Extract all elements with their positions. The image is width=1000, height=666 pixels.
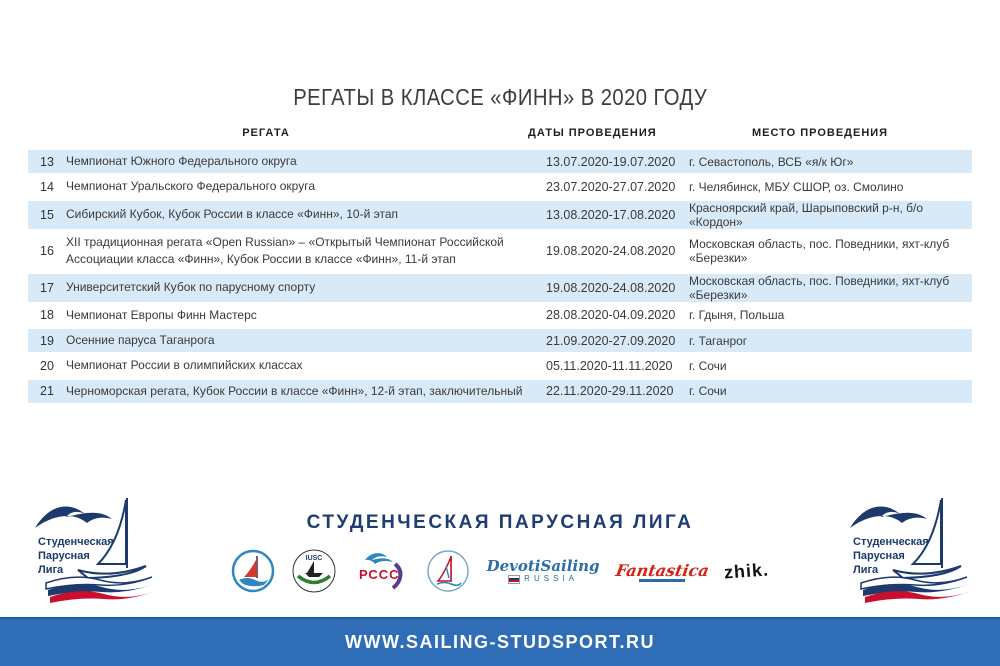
table-row [28, 201, 972, 229]
regatta-dates: 05.11.2020-11.11.2020 [546, 359, 673, 374]
devoti-sailing-label: DevotiSailing [486, 556, 600, 575]
row-number: 19 [40, 333, 54, 348]
logo-text-line3: Лига [853, 564, 879, 576]
regatta-name: Осенние паруса Таганрога [66, 332, 215, 347]
regatta-dates: 19.08.2020-24.08.2020 [546, 280, 676, 295]
regatta-dates: 21.09.2020-27.09.2020 [546, 333, 676, 348]
regatta-name: Черноморская регата, Кубок России в классе «Финн», 12-й этап, заключительный [66, 383, 523, 398]
logo-text-line3: Лига [38, 564, 64, 576]
gull-icon [365, 553, 393, 564]
league-title: СТУДЕНЧЕСКАЯ ПАРУСНАЯ ЛИГА [306, 512, 694, 533]
row-number: 18 [40, 308, 54, 323]
table-row [28, 329, 972, 352]
regatta-location: г. Таганрог [689, 333, 748, 348]
rsss-label: РССС [358, 567, 400, 582]
row-number: 16 [40, 244, 54, 259]
fantastica-logo [613, 560, 711, 582]
regatta-name: Чемпионат Европы Финн Мастерс [66, 307, 257, 322]
regatta-name: XII традиционная регата «Open Russian» – «Открытый Чемпионат Российской Ассоциации класса «Финн», Кубок России в классе «Финн», 11-й этап [66, 234, 504, 267]
logo-text-line2: Парусная [38, 550, 90, 562]
page-title [0, 84, 1000, 111]
iusc-badge-icon [291, 548, 337, 594]
table-row [28, 231, 972, 272]
row-number: 21 [40, 384, 54, 399]
russian-finn-badge-icon [425, 548, 471, 594]
table-row [28, 354, 972, 377]
column-header-location: МЕСТО ПРОВЕДЕНИЯ [752, 127, 889, 139]
table-body [28, 150, 972, 403]
table-row [28, 274, 972, 302]
fantastica-label: Fantastica [613, 560, 711, 580]
regatta-location: г. Сочи [689, 359, 727, 374]
regatta-location: г. Гдыня, Польша [689, 308, 785, 323]
regatta-location: г. Севастополь, ВСБ «я/к Юг» [689, 154, 854, 169]
regatta-location: г. Челябинск, МБУ СШОР, оз. Смолино [689, 180, 904, 195]
regatta-dates: 19.08.2020-24.08.2020 [546, 244, 676, 259]
table-header-row [28, 127, 972, 148]
regatta-name: Чемпионат Уральского Федерального округа [66, 179, 316, 194]
regatta-location: Московская область, пос. Поведники, яхт-клуб «Березки» [689, 237, 950, 266]
devoti-russia-label: RUSSIA [524, 574, 578, 584]
regatta-name: Университетский Кубок по парусному спорту [66, 279, 316, 294]
sponsor-logos-row [0, 546, 1000, 596]
zhik-logo: zhik. [723, 558, 770, 583]
russia-flag-icon [508, 575, 520, 584]
devoti-sailing-logo [487, 558, 600, 585]
logo-text-line2: Парусная [853, 550, 905, 562]
column-header-dates: ДАТЫ ПРОВЕДЕНИЯ [528, 127, 657, 139]
footer-url: WWW.SAILING-STUDSPORT.RU [345, 632, 655, 652]
table-row [28, 150, 972, 173]
row-number: 14 [40, 180, 54, 195]
table-row [28, 175, 972, 198]
footer-bar [0, 617, 1000, 666]
page-title-text: РЕГАТЫ В КЛАССЕ «ФИНН» В 2020 ГОДУ [292, 84, 707, 110]
regatta-dates: 22.11.2020-29.11.2020 [546, 384, 674, 399]
iusc-label: IUSC [305, 555, 322, 562]
regatta-name: Чемпионат Южного Федерального округа [66, 154, 297, 168]
logo-text-line1: Студенческая [38, 536, 114, 548]
row-number: 20 [40, 359, 54, 374]
row-number: 15 [40, 207, 54, 222]
logo-text-line1: Студенческая [853, 536, 929, 548]
rsss-logo [353, 548, 409, 594]
regatta-location: г. Сочи [689, 384, 727, 399]
row-number: 13 [40, 154, 54, 169]
row-number: 17 [40, 280, 54, 295]
regatta-table [28, 127, 972, 405]
regatta-location: Московская область, пос. Поведники, яхт-клуб «Березки» [689, 273, 950, 302]
regatta-dates: 23.07.2020-27.07.2020 [546, 180, 676, 195]
regatta-dates: 28.08.2020-04.09.2020 [546, 308, 676, 323]
table-row [28, 304, 972, 327]
regatta-name: Чемпионат России в олимпийских классах [66, 358, 303, 373]
regatta-location: Красноярский край, Шарыповский р-н, б/о «Кордон» [689, 200, 923, 229]
table-row [28, 380, 972, 403]
regatta-dates: 13.08.2020-17.08.2020 [546, 207, 676, 222]
regatta-dates: 13.07.2020-19.07.2020 [546, 154, 676, 169]
column-header-regatta: РЕГАТА [242, 127, 290, 139]
open-russian-badge-icon [231, 548, 275, 594]
regatta-name: Сибирский Кубок, Кубок России в классе «Финн», 10-й этап [66, 207, 398, 222]
